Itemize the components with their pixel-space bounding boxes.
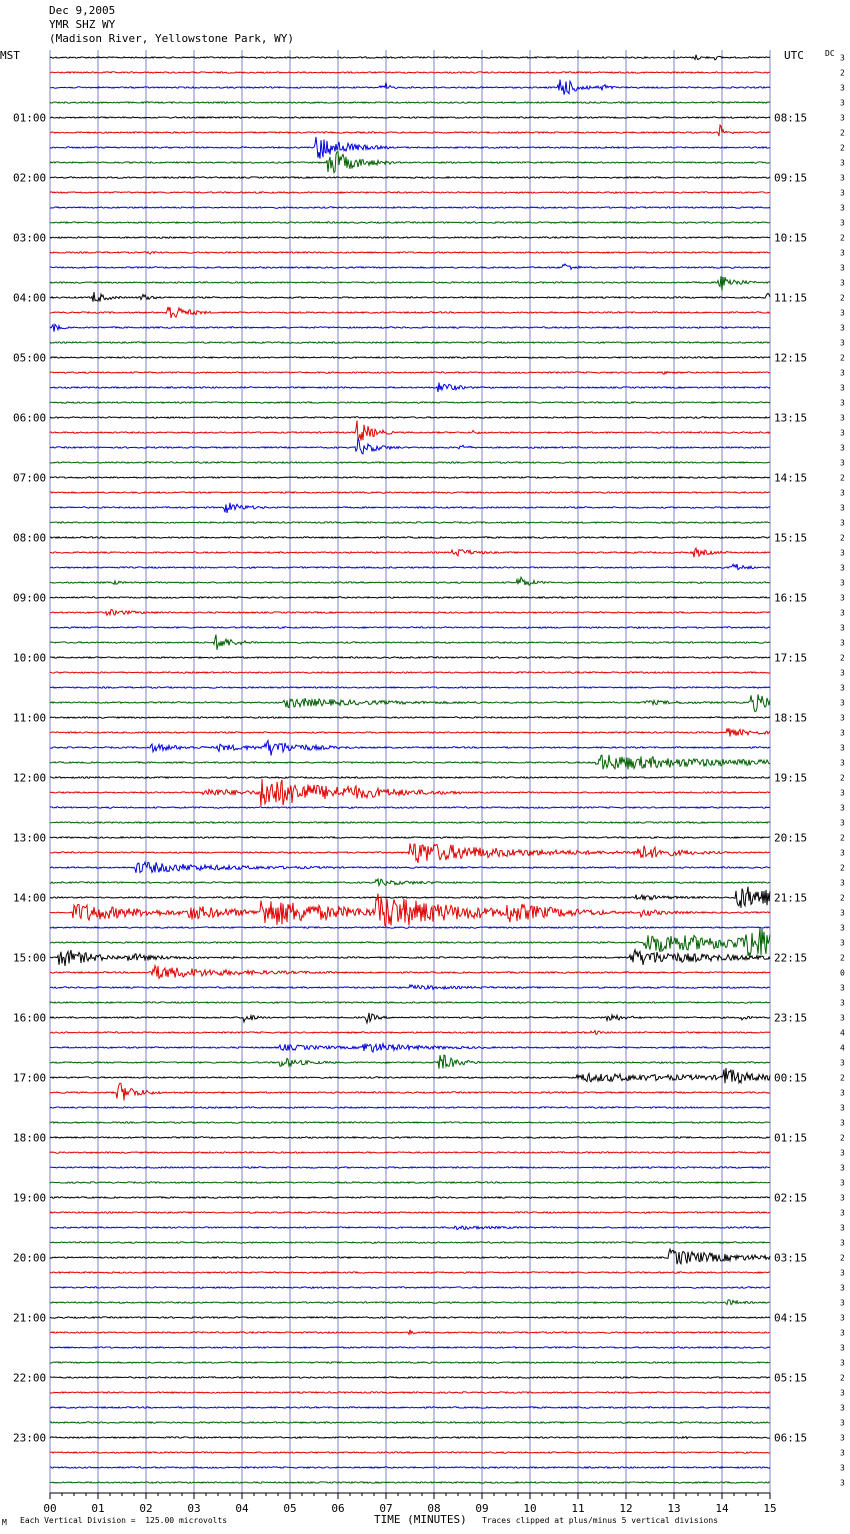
x-tick-label-01: 01 (91, 1502, 105, 1515)
trace-41 (50, 672, 770, 673)
trace-15 (50, 276, 770, 290)
trace-83 (50, 1300, 770, 1305)
left-hour-label: 12:00 (13, 771, 47, 785)
dc-offset-value: 3 (840, 98, 845, 108)
right-hour-label: 16:15 (774, 591, 808, 605)
dc-offset-value: 3 (840, 983, 845, 993)
trace-38 (50, 627, 770, 628)
dc-offset-value: 3 (840, 428, 845, 438)
dc-offset-value: 2 (840, 833, 845, 843)
x-tick-label-12: 12 (619, 1502, 633, 1515)
trace-25 (50, 420, 770, 440)
x-tick-label-09: 09 (475, 1502, 489, 1515)
right-hour-label: 05:15 (774, 1371, 808, 1385)
dc-offset-value: 3 (840, 1403, 845, 1413)
dc-offset-value: 3 (840, 1148, 845, 1158)
dc-offset-value: 3 (840, 1388, 845, 1398)
trace-54 (50, 862, 770, 873)
trace-48 (50, 777, 770, 778)
dc-offset-value: 2 (840, 953, 845, 963)
dc-offset-value: 3 (840, 908, 845, 918)
left-hour-label: 11:00 (13, 711, 47, 725)
dc-offset-value: 3 (840, 518, 845, 528)
dc-offset-value: 4 (840, 1028, 845, 1038)
trace-57 (50, 894, 770, 927)
dc-offset-value: 3 (840, 248, 845, 258)
x-tick-label-02: 02 (139, 1502, 153, 1515)
left-hour-label: 06:00 (13, 411, 47, 425)
dc-offset-value: 3 (840, 593, 845, 603)
dc-offset-value: 3 (840, 623, 845, 633)
trace-91 (50, 1422, 770, 1423)
trace-2 (50, 80, 770, 95)
trace-5 (50, 125, 770, 136)
dc-offset-value: 3 (840, 1103, 845, 1113)
trace-34 (50, 564, 770, 569)
left-hour-label: 04:00 (13, 291, 47, 305)
trace-64 (50, 1013, 770, 1023)
right-hour-label: 19:15 (774, 771, 808, 785)
trace-80 (50, 1249, 770, 1264)
dc-offset-value: 3 (840, 1283, 845, 1293)
dc-offset-value: 3 (840, 458, 845, 468)
trace-51 (50, 822, 770, 823)
trace-85 (50, 1330, 770, 1335)
left-hour-label: 10:00 (13, 651, 47, 665)
trace-89 (50, 1392, 770, 1393)
dc-offset-value: 3 (840, 323, 845, 333)
dc-offset-value: 3 (840, 638, 845, 648)
trace-11 (50, 222, 770, 223)
trace-75 (50, 1182, 770, 1183)
dc-offset-value: 3 (840, 803, 845, 813)
dc-offset-value: 3 (840, 1013, 845, 1023)
dc-offset-value: 3 (840, 308, 845, 318)
left-hour-label: 17:00 (13, 1071, 47, 1085)
trace-45 (50, 728, 770, 736)
trace-0 (50, 55, 770, 60)
left-hour-label: 18:00 (13, 1131, 47, 1145)
trace-24 (50, 417, 770, 418)
trace-14 (50, 264, 770, 269)
trace-43 (50, 694, 770, 711)
dc-offset-value: 2 (840, 773, 845, 783)
dc-offset-value: 3 (840, 1193, 845, 1203)
dc-offset-value: 3 (840, 1478, 845, 1488)
left-hour-label: 07:00 (13, 471, 47, 485)
trace-21 (50, 372, 770, 375)
dc-offset-value: 2 (840, 653, 845, 663)
location-label: (Madison River, Yellowstone Park, WY) (49, 32, 295, 45)
right-hour-label: 11:15 (774, 291, 808, 305)
trace-3 (50, 102, 770, 103)
trace-53 (50, 843, 770, 863)
trace-47 (50, 755, 770, 770)
dc-offset-value: 3 (840, 923, 845, 933)
dc-offset-value: 3 (840, 818, 845, 828)
left-hour-label: 16:00 (13, 1011, 47, 1025)
dc-offset-value: 3 (840, 743, 845, 753)
trace-70 (50, 1107, 770, 1108)
trace-28 (50, 477, 770, 478)
dc-offset-value: 3 (840, 1238, 845, 1248)
x-tick-label-04: 04 (235, 1502, 249, 1515)
trace-87 (50, 1362, 770, 1363)
dc-offset-value: 3 (840, 1433, 845, 1443)
right-hour-label: 10:15 (774, 231, 808, 245)
dc-offset-value: 3 (840, 878, 845, 888)
dc-offset-value: 3 (840, 563, 845, 573)
dc-offset-value: 3 (840, 578, 845, 588)
trace-74 (50, 1167, 770, 1168)
dc-offset-value: 3 (840, 188, 845, 198)
dc-offset-value: 0 (840, 968, 845, 978)
left-hour-label: 05:00 (13, 351, 47, 365)
trace-50 (50, 807, 770, 808)
dc-offset-value: 3 (840, 278, 845, 288)
trace-86 (50, 1347, 770, 1348)
dc-offset-value: 3 (840, 338, 845, 348)
dc-offset-value: 3 (840, 1208, 845, 1218)
right-hour-label: 12:15 (774, 351, 808, 365)
trace-94 (50, 1467, 770, 1468)
dc-offset-value: 3 (840, 443, 845, 453)
trace-40 (50, 657, 770, 658)
trace-29 (50, 492, 770, 493)
dc-offset-value: 3 (840, 1298, 845, 1308)
date-label: Dec 9,2005 (49, 4, 116, 17)
trace-32 (50, 537, 770, 538)
trace-71 (50, 1122, 770, 1123)
left-hour-label: 02:00 (13, 171, 47, 185)
dc-offset-value: 2 (840, 68, 845, 78)
dc-offset-value: 3 (840, 998, 845, 1008)
trace-18 (50, 324, 770, 331)
left-hour-label: 15:00 (13, 951, 47, 965)
trace-60 (50, 950, 770, 966)
dc-offset-value: 2 (840, 1073, 845, 1083)
dc-offset-value: 3 (840, 758, 845, 768)
trace-33 (50, 548, 770, 557)
trace-16 (50, 292, 770, 302)
trace-8 (50, 177, 770, 178)
trace-68 (50, 1068, 770, 1083)
trace-30 (50, 503, 770, 513)
trace-77 (50, 1212, 770, 1213)
trace-31 (50, 522, 770, 523)
right-hour-label: 14:15 (774, 471, 808, 485)
station-label: YMR SHZ WY (49, 18, 116, 31)
trace-76 (50, 1197, 770, 1198)
left-hour-label: 22:00 (13, 1371, 47, 1385)
dc-offset-value: 3 (840, 1358, 845, 1368)
dc-offset-value: 3 (840, 413, 845, 423)
trace-39 (50, 635, 770, 650)
trace-10 (50, 207, 770, 208)
trace-36 (50, 597, 770, 598)
trace-37 (50, 610, 770, 616)
trace-81 (50, 1272, 770, 1273)
trace-4 (50, 117, 770, 118)
left-hour-label: 19:00 (13, 1191, 47, 1205)
left-hour-label: 20:00 (13, 1251, 47, 1265)
trace-84 (50, 1317, 770, 1318)
dc-offset-value: 3 (840, 1448, 845, 1458)
dc-offset-value: 2 (840, 233, 845, 243)
trace-58 (50, 927, 770, 928)
dc-offset-value: 3 (840, 503, 845, 513)
dc-offset-value: 3 (840, 1058, 845, 1068)
dc-offset-value: 2 (840, 1133, 845, 1143)
right-hour-label: 15:15 (774, 531, 808, 545)
dc-offset-value: 2 (840, 533, 845, 543)
dc-offset-value: 3 (840, 1163, 845, 1173)
dc-offset-value: 3 (840, 728, 845, 738)
dc-offset-value: 3 (840, 263, 845, 273)
dc-offset-value: 3 (840, 383, 845, 393)
trace-49 (50, 779, 770, 806)
trace-26 (50, 438, 770, 454)
dc-offset-value: 3 (840, 683, 845, 693)
trace-6 (50, 137, 770, 159)
right-hour-label: 13:15 (774, 411, 808, 425)
left-hour-label: 08:00 (13, 531, 47, 545)
dc-offset-value: 3 (840, 488, 845, 498)
x-tick-label-03: 03 (187, 1502, 201, 1515)
right-hour-label: 00:15 (774, 1071, 808, 1085)
trace-95 (50, 1482, 770, 1483)
left-hour-label: 21:00 (13, 1311, 47, 1325)
right-hour-label: 20:15 (774, 831, 808, 845)
dc-offset-value: 3 (840, 173, 845, 183)
left-timezone-label: MST (0, 49, 20, 62)
left-hour-label: 01:00 (13, 111, 47, 125)
dc-offset-value: 3 (840, 1313, 845, 1323)
dc-offset-value: 3 (840, 1118, 845, 1128)
dc-offset-value: 3 (840, 698, 845, 708)
trace-13 (50, 252, 770, 254)
trace-73 (50, 1152, 770, 1153)
dc-offset-value: 4 (840, 1043, 845, 1053)
right-hour-label: 21:15 (774, 891, 808, 905)
right-hour-label: 01:15 (774, 1131, 808, 1145)
trace-72 (50, 1137, 770, 1138)
dc-offset-value: 3 (840, 1178, 845, 1188)
trace-17 (50, 307, 770, 318)
dc-offset-value: 3 (840, 368, 845, 378)
right-hour-label: 22:15 (774, 951, 808, 965)
x-tick-label-11: 11 (571, 1502, 585, 1515)
trace-65 (50, 1031, 770, 1035)
trace-78 (50, 1226, 770, 1230)
dc-offset-value: 3 (840, 788, 845, 798)
dc-offset-value: 3 (840, 1463, 845, 1473)
dc-offset-value: 3 (840, 713, 845, 723)
dc-offset-value: 2 (840, 293, 845, 303)
trace-42 (50, 687, 770, 688)
trace-12 (50, 237, 770, 238)
dc-offset-value: 3 (840, 113, 845, 123)
x-tick-label-15: 15 (763, 1502, 777, 1515)
right-hour-label: 02:15 (774, 1191, 808, 1205)
dc-offset-value: 2 (840, 893, 845, 903)
dc-offset-value: 3 (840, 1088, 845, 1098)
dc-offset-value: 3 (840, 1268, 845, 1278)
trace-59 (50, 928, 770, 956)
x-tick-label-10: 10 (523, 1502, 537, 1515)
right-hour-label: 18:15 (774, 711, 808, 725)
trace-52 (50, 837, 770, 838)
dc-offset-value: 2 (840, 353, 845, 363)
dc-offset-value: 3 (840, 938, 845, 948)
trace-44 (50, 717, 770, 718)
dc-offset-value: 2 (840, 1253, 845, 1263)
dc-offset-value: 2 (840, 143, 845, 153)
dc-offset-value: 3 (840, 1328, 845, 1338)
dc-offset-value: 3 (840, 1223, 845, 1233)
x-tick-label-08: 08 (427, 1502, 441, 1515)
trace-69 (50, 1083, 770, 1100)
x-tick-label-14: 14 (715, 1502, 729, 1515)
trace-55 (50, 879, 770, 885)
x-tick-label-00: 00 (43, 1502, 57, 1515)
dc-offset-value: 2 (840, 128, 845, 138)
right-hour-label: 03:15 (774, 1251, 808, 1265)
dc-offset-value: 2 (840, 473, 845, 483)
left-hour-label: 13:00 (13, 831, 47, 845)
trace-92 (50, 1437, 770, 1439)
dc-offset-value: 3 (840, 608, 845, 618)
trace-79 (50, 1242, 770, 1243)
trace-22 (50, 383, 770, 392)
left-hour-label: 09:00 (13, 591, 47, 605)
dc-offset-value: 3 (840, 668, 845, 678)
scale-note: Each Vertical Division = 125.00 microvolts (20, 1516, 228, 1525)
trace-93 (50, 1452, 770, 1453)
dc-label: DC (825, 49, 835, 58)
x-tick-label-06: 06 (331, 1502, 345, 1515)
trace-61 (50, 966, 770, 979)
dc-offset-value: 3 (840, 218, 845, 228)
corner-mark: M (2, 1518, 7, 1527)
x-tick-label-13: 13 (667, 1502, 681, 1515)
trace-20 (50, 357, 770, 358)
trace-1 (50, 72, 770, 73)
dc-offset-value: 2 (840, 863, 845, 873)
right-hour-label: 06:15 (774, 1431, 808, 1445)
trace-23 (50, 402, 770, 403)
trace-63 (50, 1002, 770, 1003)
dc-offset-value: 3 (840, 158, 845, 168)
dc-offset-value: 3 (840, 1418, 845, 1428)
dc-offset-value: 3 (840, 848, 845, 858)
dc-offset-value: 3 (840, 83, 845, 93)
trace-9 (50, 192, 770, 193)
dc-offset-value: 3 (840, 203, 845, 213)
right-hour-label: 08:15 (774, 111, 808, 125)
trace-56 (50, 887, 770, 908)
trace-46 (50, 741, 770, 756)
trace-67 (50, 1055, 770, 1069)
trace-88 (50, 1377, 770, 1378)
trace-27 (50, 462, 770, 463)
trace-35 (50, 577, 770, 585)
left-hour-label: 03:00 (13, 231, 47, 245)
right-hour-label: 09:15 (774, 171, 808, 185)
trace-7 (50, 152, 770, 173)
x-tick-label-07: 07 (379, 1502, 393, 1515)
right-hour-label: 23:15 (774, 1011, 808, 1025)
dc-offset-value: 3 (840, 548, 845, 558)
trace-62 (50, 985, 770, 989)
dc-offset-value: 3 (840, 1343, 845, 1353)
clip-note: Traces clipped at plus/minus 5 vertical divisions (482, 1516, 719, 1525)
right-hour-label: 17:15 (774, 651, 808, 665)
right-hour-label: 04:15 (774, 1311, 808, 1325)
dc-offset-value: 2 (840, 1373, 845, 1383)
trace-90 (50, 1407, 770, 1408)
trace-66 (50, 1044, 770, 1052)
x-axis-title: TIME (MINUTES) (374, 1513, 467, 1526)
dc-offset-value: 3 (840, 398, 845, 408)
trace-82 (50, 1287, 770, 1288)
left-hour-label: 14:00 (13, 891, 47, 905)
right-timezone-label: UTC (784, 49, 804, 62)
dc-offset-value: 3 (840, 53, 845, 63)
x-tick-label-05: 05 (283, 1502, 297, 1515)
trace-19 (50, 342, 770, 343)
left-hour-label: 23:00 (13, 1431, 47, 1445)
